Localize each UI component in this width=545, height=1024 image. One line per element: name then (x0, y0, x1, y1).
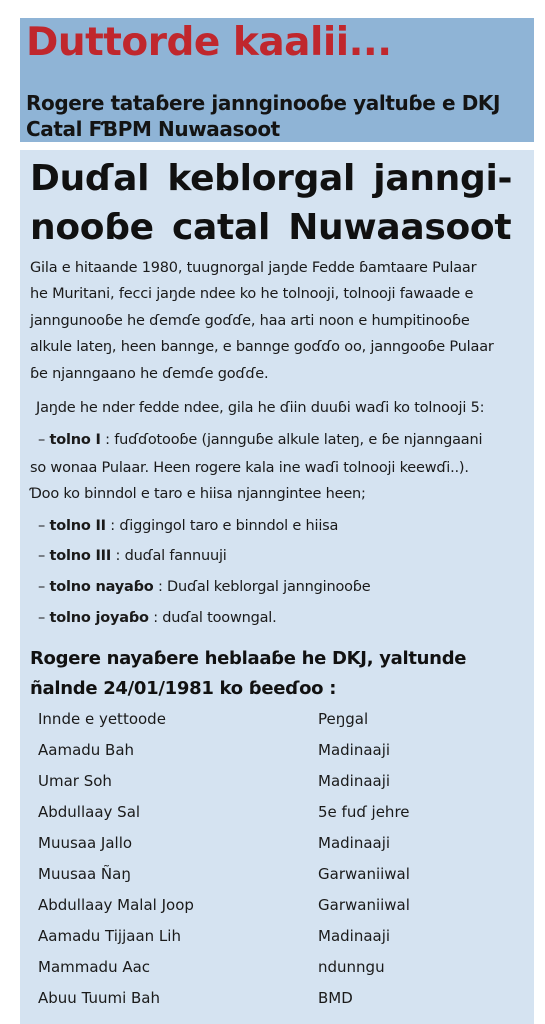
dash: – (38, 518, 46, 534)
list-subheading: Rogere nayaɓere heblaaɓe he DKJ, yaltunde ñalnde 24/01/1981 ko ɓeeɗoo : (30, 648, 467, 699)
column-header-name: Innde e yettoode (38, 710, 166, 728)
cell-place: Madinaaji (318, 927, 391, 945)
header-banner (20, 18, 534, 142)
cell-place: Madinaaji (318, 834, 391, 852)
cell-place: Madinaaji (318, 772, 391, 790)
level-item-1 (38, 432, 545, 448)
table-header-row (20, 710, 534, 741)
cell-place: ndunngu (318, 958, 385, 976)
level-label: tolno III (49, 548, 112, 564)
level-item-1-continued: so wonaa Pulaar. Heen rogere kala ine waɗi tolnooji keewɗi..). (30, 460, 469, 476)
table-row (20, 896, 534, 927)
cell-name: Abdullaay Sal (38, 803, 141, 821)
cell-name: Mammadu Aac (38, 958, 151, 976)
paragraph-line: janngunooɓe he ɗemɗe goɗɗe, haa arti noon e humpitinooɓe (30, 313, 470, 329)
paragraph-line: Gila e hitaande 1980, tuugnorgal jaŋde Fedde ɓamtaare Pulaar (30, 260, 477, 276)
cell-name: Umar Soh (38, 772, 112, 790)
dash: – (38, 610, 46, 626)
table-row (20, 927, 534, 958)
dash: – (38, 548, 46, 564)
table-row (20, 958, 534, 989)
column-header-place: Peŋgal (318, 710, 369, 728)
paragraph-line: alkule lateŋ, heen bannge, e bannge goɗɗo oo, janngooɓe Pulaar (30, 339, 494, 355)
table-row (20, 834, 534, 865)
level-item-5 (38, 610, 545, 626)
level-text: : ɗiggingol taro e binndol e hiisa (105, 518, 339, 534)
level-item-3 (38, 548, 545, 564)
level-item-1-continued: Ɗoo ko binndol e taro e hiisa njanngintee heen; (30, 486, 366, 502)
level-text: : duɗal toowngal. (148, 610, 277, 626)
dash: – (38, 579, 46, 595)
article-box (20, 150, 534, 1024)
article-title: Duɗal keblorgal janngi-nooɓe catal Nuwaasoot (30, 158, 513, 248)
cell-name: Abdullaay Malal Joop (38, 896, 194, 914)
level-text: : Duɗal keblorgal jannginooɓe (153, 579, 371, 595)
table-row (20, 772, 534, 803)
level-text: : duɗal fannuuji (111, 548, 227, 564)
cell-place: 5e fuɗ jehre (318, 803, 410, 821)
level-label: tolno II (49, 518, 106, 534)
table-row (20, 865, 534, 896)
level-label: tolno I (49, 432, 101, 448)
table-row (20, 989, 534, 1020)
cell-place: BMD (318, 989, 353, 1007)
intro-line: Jaŋde he nder fedde ndee, gila he ɗiin duuɓi waɗi ko tolnooji 5: (36, 400, 485, 416)
paragraph-line: ɓe njanngaano he ɗemɗe goɗɗe. (30, 366, 269, 382)
level-item-4 (38, 579, 545, 595)
header-subtitle: Rogere tataɓere jannginooɓe yaltuɓe e DKJ Catal FƁPM Nuwaasoot (26, 91, 501, 141)
level-text: : fuɗɗotooɓe (jannguɓe alkule lateŋ, e ɓe njanngaani (100, 432, 483, 448)
cell-place: Garwaniiwal (318, 865, 410, 883)
table-row (20, 741, 534, 772)
cell-place: Garwaniiwal (318, 896, 410, 914)
cell-name: Muusaa Jallo (38, 834, 133, 852)
cell-name: Aamadu Tijjaan Lih (38, 927, 181, 945)
header-title: Duttorde kaalii... (26, 20, 392, 65)
cell-name: Muusaa Ñaŋ (38, 865, 131, 883)
cell-name: Abuu Tuumi Bah (38, 989, 160, 1007)
dash: – (38, 432, 46, 448)
paragraph-line: he Muritani, fecci jaŋde ndee ko he tolnooji, tolnooji fawaade e (30, 286, 474, 302)
cell-place: Madinaaji (318, 741, 391, 759)
level-item-2 (38, 518, 545, 534)
cell-name: Aamadu Bah (38, 741, 135, 759)
level-label: tolno joyaɓo (49, 610, 149, 626)
table-row (20, 803, 534, 834)
level-label: tolno nayaɓo (49, 579, 154, 595)
